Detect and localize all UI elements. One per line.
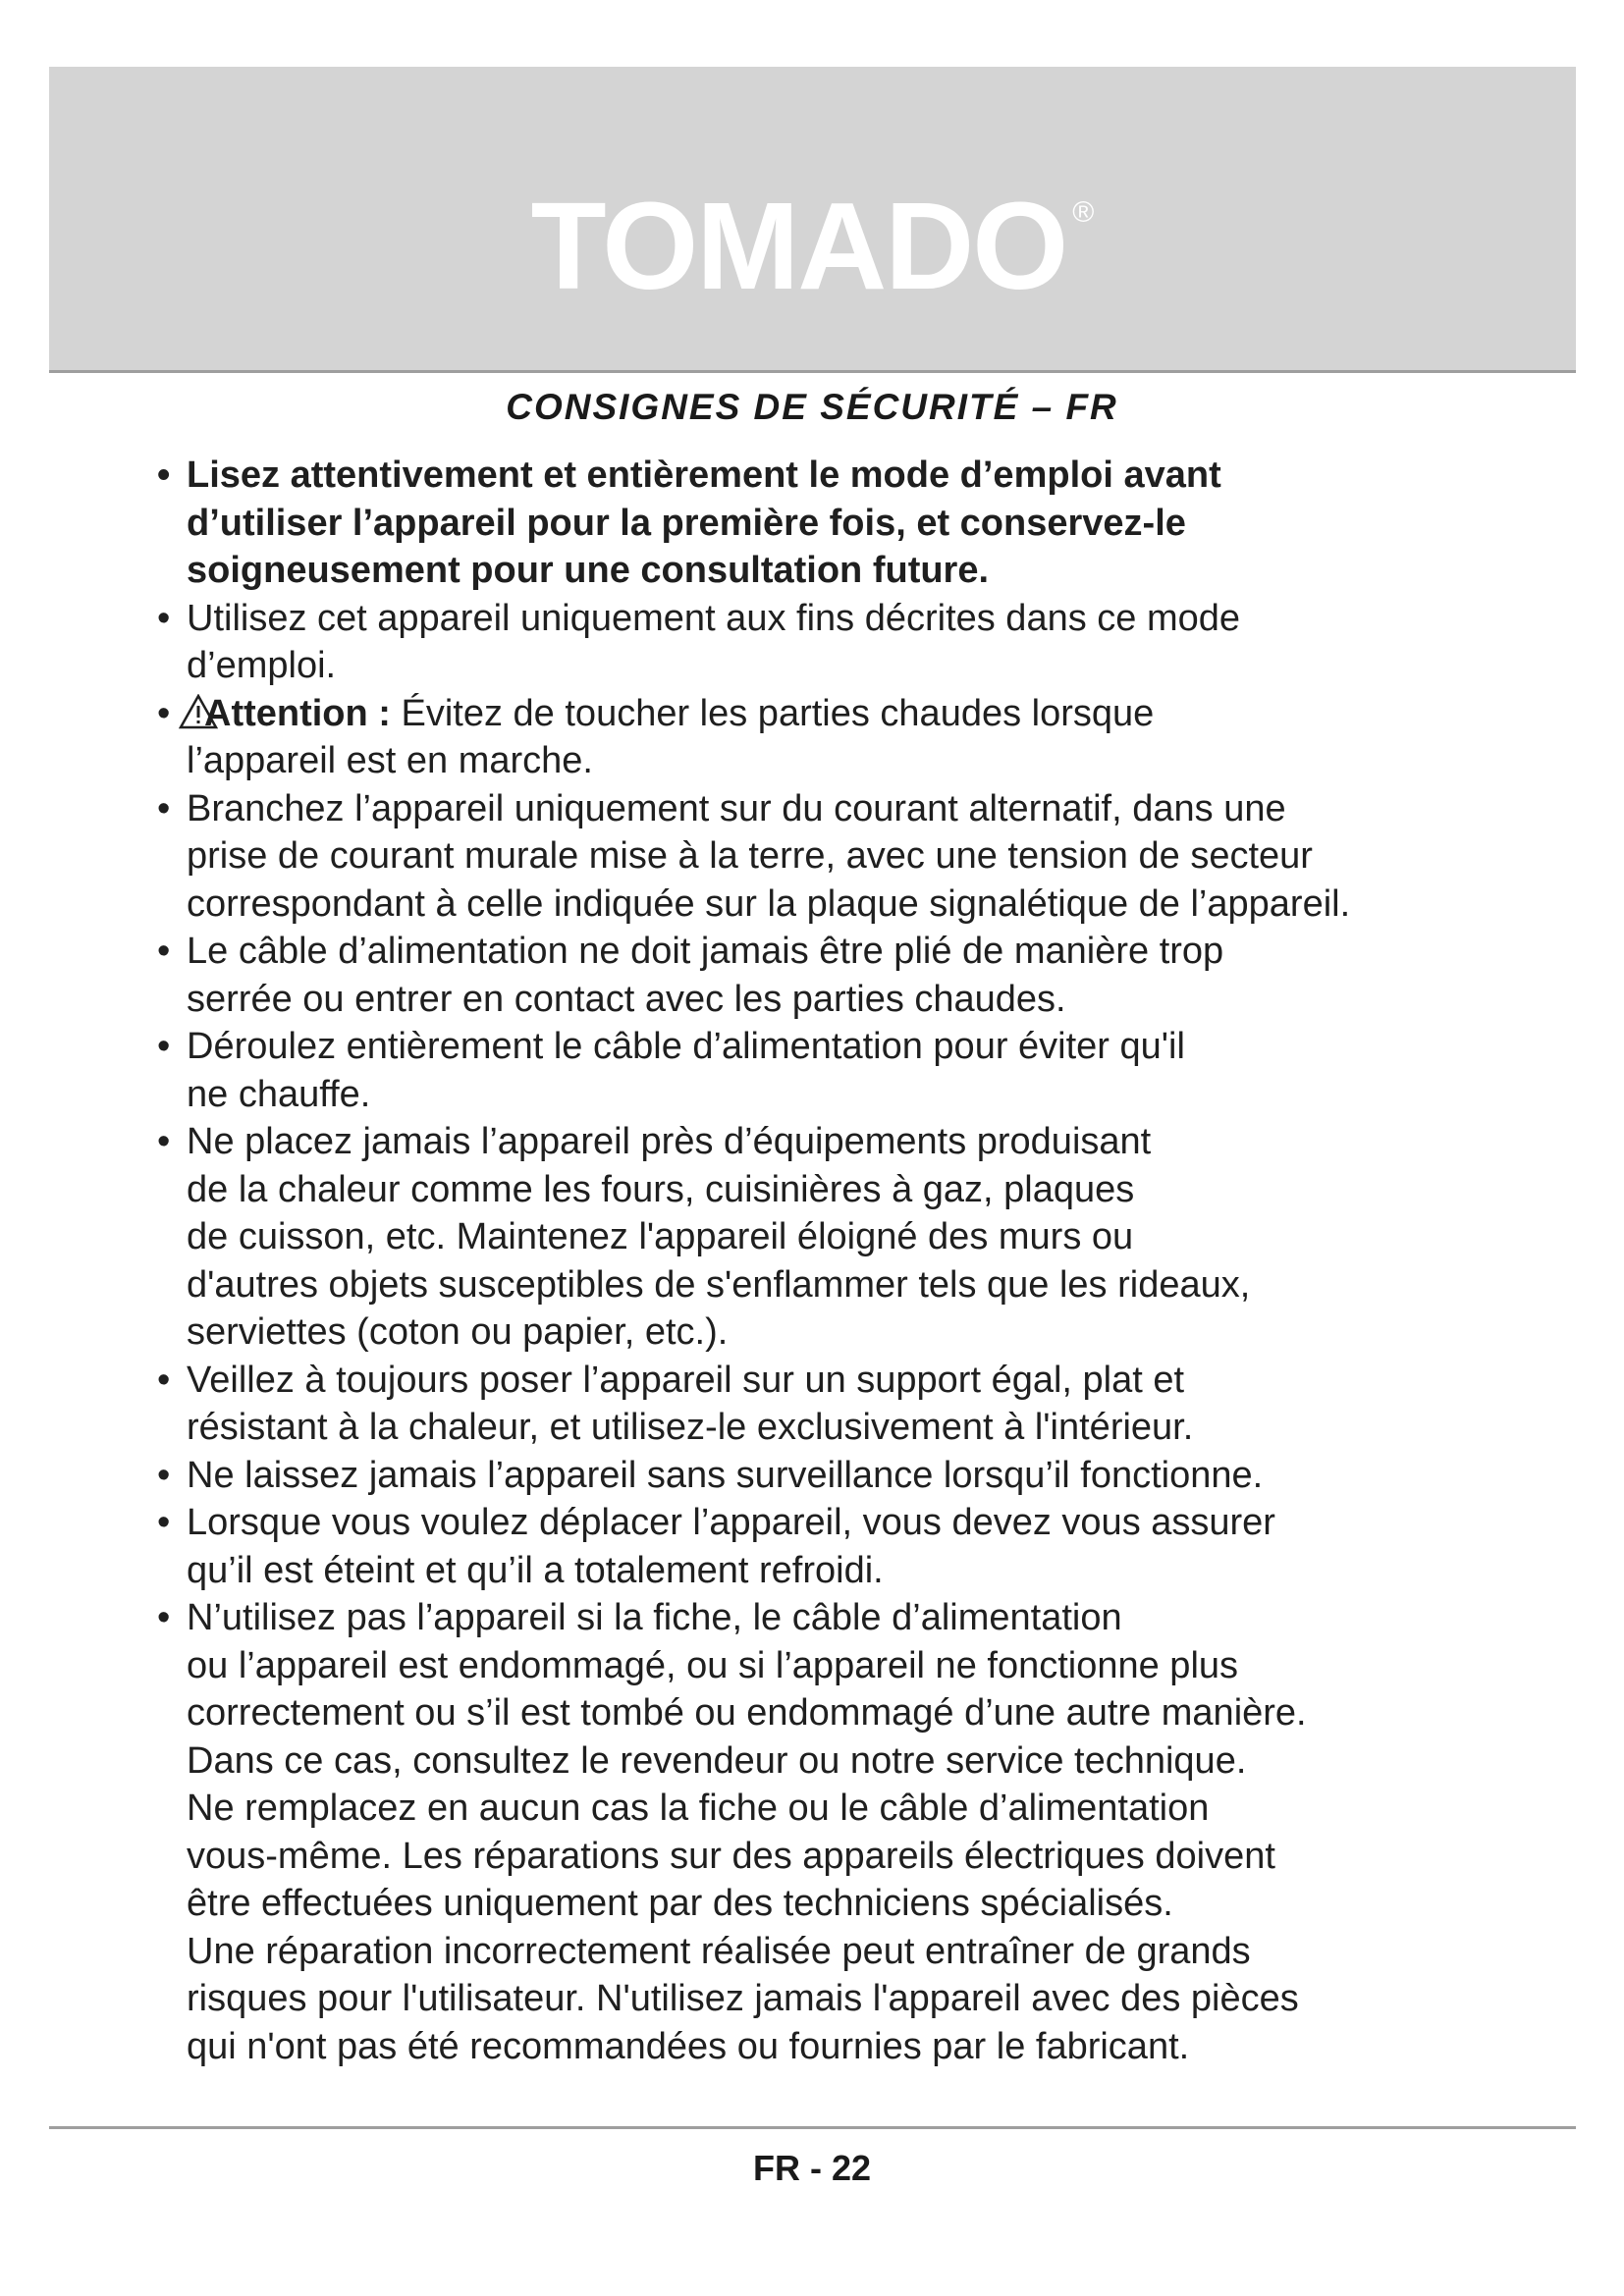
attention-label: Attention : (204, 692, 391, 734)
item-line: ne chauffe. (187, 1073, 371, 1115)
bullet: • (157, 1502, 171, 1543)
list-item (157, 1118, 1520, 1357)
item-line: risques pour l'utilisateur. N'utilisez jamais l'appareil avec des pièces (187, 1978, 1299, 2019)
list-item (157, 785, 1520, 929)
bullet: • (157, 1454, 171, 1496)
item-line: Veillez à toujours poser l’appareil sur un support égal, plat et (187, 1359, 1185, 1401)
item-line: ou l’appareil est endommagé, ou si l’appareil ne fonctionne plus (187, 1644, 1239, 1686)
item-line: d'autres objets susceptibles de s'enflammer tels que les rideaux, (187, 1263, 1251, 1306)
item-line: vous-même. Les réparations sur des appareils électriques doivent (187, 1835, 1275, 1877)
item-line: Ne placez jamais l’appareil près d’équipements produisant (187, 1121, 1152, 1162)
item-line: d’utiliser l’appareil pour la première fois, et conservez-le (187, 502, 1186, 544)
item-line: Branchez l’appareil uniquement sur du courant alternatif, dans une (187, 787, 1286, 829)
item-line: Lisez attentivement et entièrement le mode d’emploi avant (187, 454, 1221, 496)
item-line: Évitez de toucher les parties chaudes lorsque (390, 692, 1155, 734)
bullet: • (157, 1597, 171, 1638)
item-line: Une réparation incorrectement réalisée peut entraîner de grands (187, 1930, 1251, 1972)
list-item-attention (157, 690, 1520, 785)
item-line: N’utilisez pas l’appareil si la fiche, le câble d’alimentation (187, 1597, 1122, 1638)
item-line: serrée ou entrer en contact avec les parties chaudes. (187, 978, 1066, 1020)
item-line: d’emploi. (187, 645, 337, 686)
bullet: • (157, 787, 171, 829)
bullet: • (157, 454, 171, 496)
item-line: qui n'ont pas été recommandées ou fournies par le fabricant. (187, 2025, 1190, 2067)
list-item (157, 1499, 1520, 1594)
item-line: résistant à la chaleur, et utilisez-le exclusivement à l'intérieur. (187, 1407, 1194, 1448)
item-line: prise de courant murale mise à la terre, avec une tension de secteur (187, 835, 1313, 877)
item-line: correspondant à celle indiquée sur la plaque signalétique de l’appareil. (187, 882, 1351, 925)
list-item (157, 452, 1520, 595)
registered-mark: ® (1072, 196, 1095, 229)
item-line: Ne remplacez en aucun cas la fiche ou le câble d’alimentation (187, 1788, 1210, 1829)
footer-rule (49, 2126, 1576, 2129)
section-title: CONSIGNES DE SÉCURITÉ – FR (506, 387, 1118, 427)
item-line: l’appareil est en marche. (187, 740, 593, 781)
item-line: soigneusement pour une consultation future. (187, 550, 990, 591)
item-line: Dans ce cas, consultez le revendeur ou notre service technique. (187, 1739, 1247, 1782)
item-line: Ne laissez jamais l’appareil sans surveillance lorsqu’il fonctionne. (187, 1454, 1264, 1496)
item-line: de cuisson, etc. Maintenez l'appareil éloigné des murs ou (187, 1216, 1134, 1257)
list-item (157, 928, 1520, 1023)
bullet: • (157, 597, 171, 639)
list-item (157, 1357, 1520, 1452)
list-item (157, 1594, 1520, 2070)
item-line: Utilisez cet appareil uniquement aux fins décrites dans ce mode (187, 597, 1241, 639)
bullet: • (157, 1121, 171, 1162)
page-number: FR - 22 (752, 2148, 872, 2188)
list-item (157, 1023, 1520, 1118)
item-line: Déroulez entièrement le câble d’alimentation pour éviter qu'il (187, 1026, 1185, 1067)
bullet: • (157, 1026, 171, 1067)
item-line: qu’il est éteint et qu’il a totalement refroidi. (187, 1549, 884, 1591)
bullet: • (157, 931, 171, 972)
item-line: Lorsque vous voulez déplacer l’appareil, vous devez vous assurer (187, 1502, 1275, 1543)
list-item (157, 595, 1520, 690)
item-line: être effectuées uniquement par des techniciens spécialisés. (187, 1883, 1173, 1924)
safety-instructions-list (157, 452, 1520, 2070)
header-band (49, 67, 1576, 373)
list-item (157, 1452, 1520, 1500)
logo-text: TOMADO (530, 177, 1067, 315)
item-line: serviettes (coton ou papier, etc.). (187, 1311, 729, 1353)
item-line: Le câble d’alimentation ne doit jamais être plié de manière trop (187, 931, 1224, 972)
bullet: • (157, 692, 171, 734)
item-line: correctement ou s’il est tombé ou endommagé d’une autre manière. (187, 1692, 1307, 1734)
item-line: de la chaleur comme les fours, cuisinières à gaz, plaques (187, 1168, 1135, 1210)
brand-logo (49, 177, 1576, 315)
bullet: • (157, 1359, 171, 1401)
